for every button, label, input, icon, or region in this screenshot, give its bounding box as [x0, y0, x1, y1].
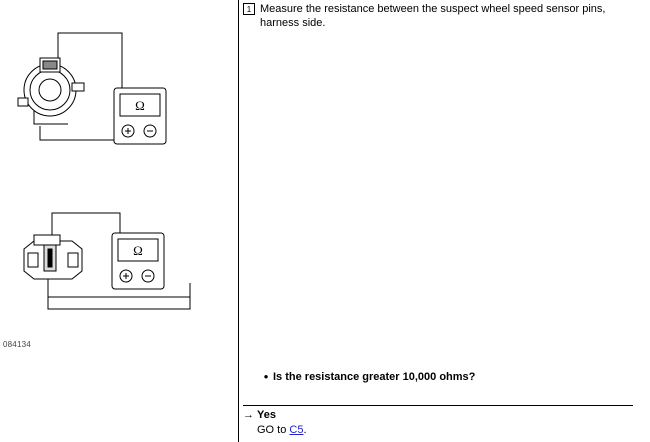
- content-panel: [239, 0, 650, 442]
- figure-id: 084134: [3, 340, 31, 349]
- step-number: 1: [243, 3, 255, 15]
- answer-divider: [243, 405, 633, 406]
- meter-ohm-symbol-top: Ω: [135, 98, 145, 113]
- arrow-icon: →: [243, 409, 254, 421]
- goto-prefix: GO to: [257, 424, 287, 436]
- bullet-icon: •: [263, 369, 269, 384]
- figure-sensor-meter-bottom: [10, 205, 210, 325]
- goto-suffix: .: [303, 424, 307, 436]
- figure-sensor-meter-top: [10, 28, 210, 148]
- question-item: [259, 370, 639, 384]
- question-text: Is the resistance greater 10,000 ohms?: [273, 371, 476, 383]
- step-instruction: Measure the resistance between the suspect wheel speed sensor pins, harness side.: [260, 3, 606, 29]
- answer-label: Yes: [257, 409, 276, 421]
- goto-row: [257, 423, 633, 437]
- answer-block: [243, 405, 633, 437]
- meter-ohm-symbol-bottom: Ω: [133, 243, 143, 258]
- goto-link[interactable]: C5: [289, 424, 304, 436]
- answer-row: [243, 409, 633, 422]
- illustration-panel: [0, 0, 238, 442]
- question-block: [259, 370, 639, 384]
- diagnostic-step: [243, 2, 643, 30]
